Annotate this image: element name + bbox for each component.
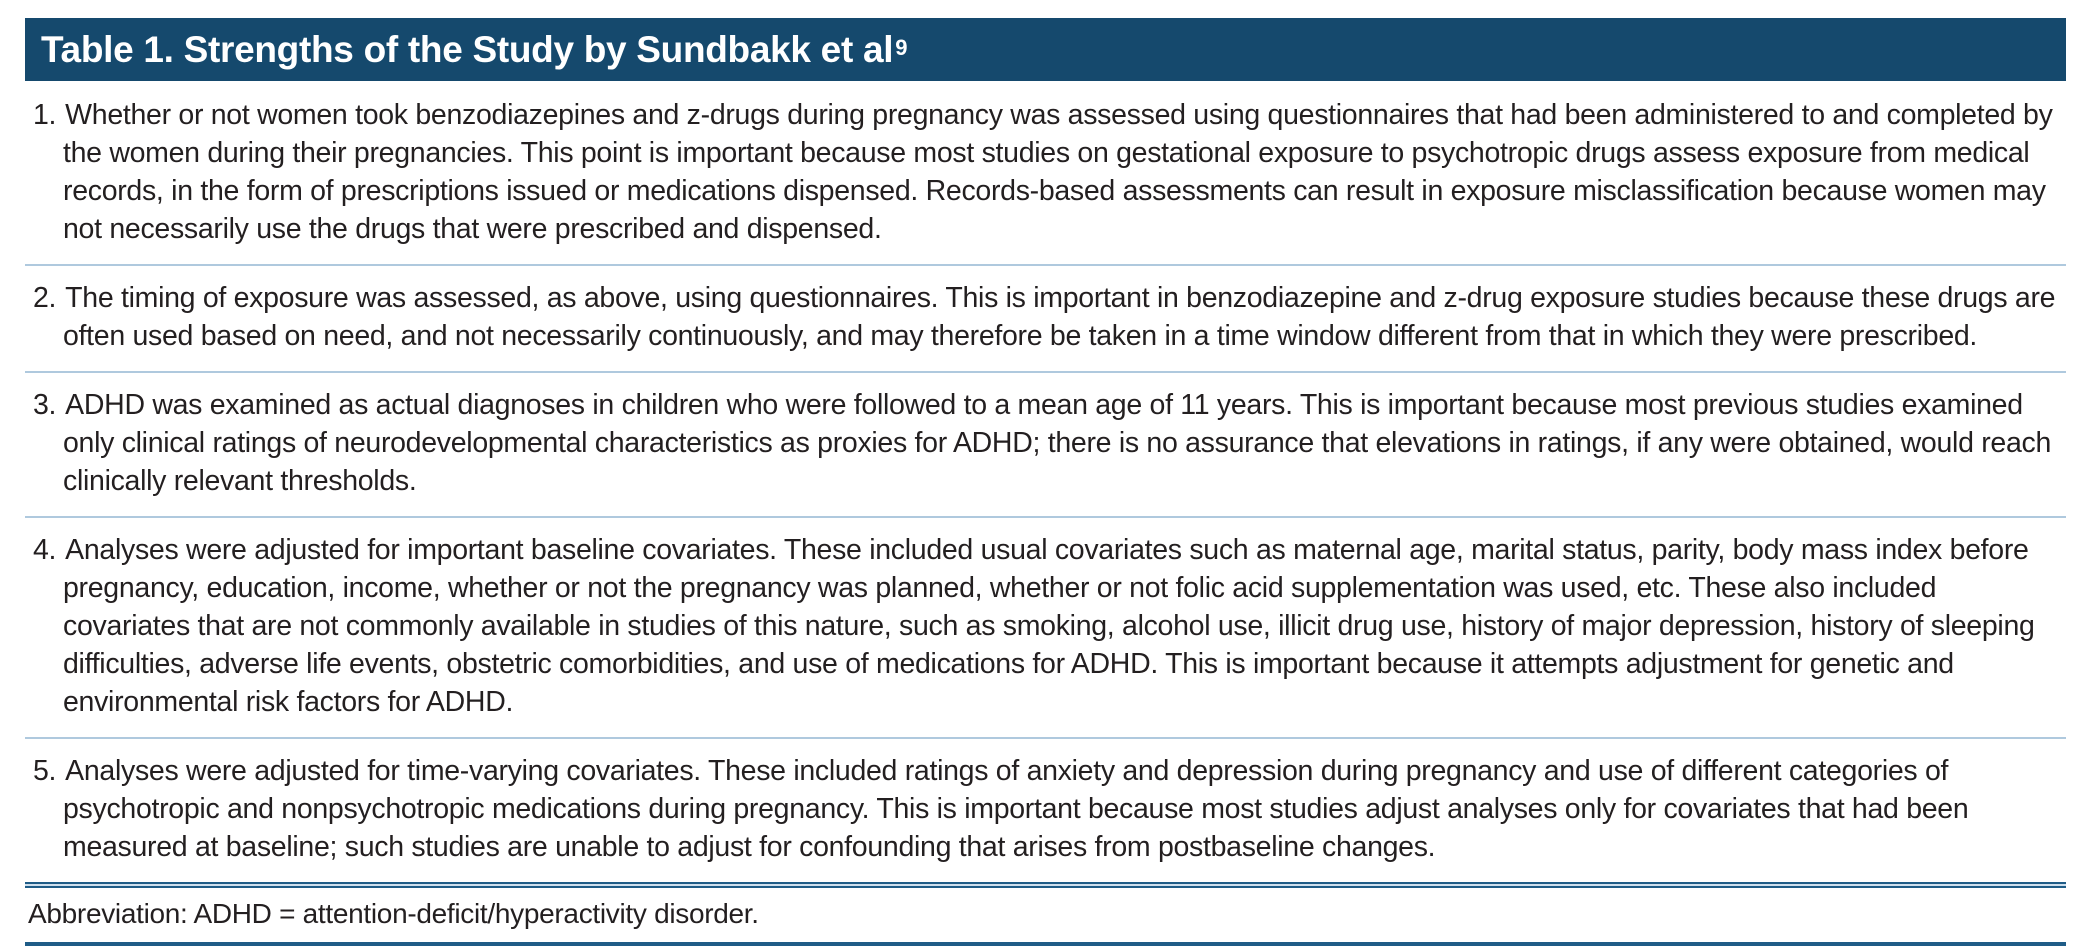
strength-item-1 (25, 83, 2066, 266)
abbreviation-footnote: Abbreviation: ADHD = attention-deficit/hyperactivity disorder. (28, 898, 759, 929)
strength-item-4 (25, 518, 2066, 739)
item-text: ADHD was examined as actual diagnoses in children who were followed to a mean age of 11 years. This is important because most previous studies examined only clinical ratings of neurodevelopmental characteristics as proxies for ADHD; there is no assurance that elevations in ratings, if any were obtained, would reach clinically relevant thresholds. (63, 389, 2052, 497)
table-1-strengths-figure (25, 18, 2066, 946)
item-text: Analyses were adjusted for time-varying covariates. These included ratings of anxiety and depression during pregnancy and use of different categories of psychotropic and nonpsychotropic medications during pregnancy. This is important because most studies adjust analyses only for covariates that had been measured at baseline; such studies are unable to adjust for confounding that arises from postbaseline changes. (63, 755, 1969, 863)
item-number: 3. (33, 389, 57, 421)
item-text: Whether or not women took benzodiazepines and z-drugs during pregnancy was assessed using questionnaires that had been administered to and completed by the women during their pregnancies. This point is important because most studies on gestational exposure to psychotropic drugs assess exposure from medical records, in the form of prescriptions issued or medications dispensed. Records-based assessments can result in exposure misclassification because women may not necessarily use the drugs that were prescribed and dispensed. (63, 99, 2053, 245)
strength-item-3 (25, 373, 2066, 518)
strength-item-5 (25, 739, 2066, 882)
strengths-list (25, 81, 2066, 882)
item-number: 4. (33, 534, 57, 566)
item-number: 2. (33, 282, 57, 314)
table-bottom-rule (25, 942, 2066, 946)
item-text: Analyses were adjusted for important baseline covariates. These included usual covariates such as maternal age, marital status, parity, body mass index before pregnancy, education, income, whether or not the pregnancy was planned, whether or not folic acid supplementation was used, etc. These also included covariates that are not commonly available in studies of this nature, such as smoking, alcohol use, illicit drug use, history of major depression, history of sleeping difficulties, adverse life events, obstetric comorbidities, and use of medications for ADHD. This is important because it attempts adjustment for genetic and environmental risk factors for ADHD. (63, 534, 2035, 718)
item-number: 5. (33, 755, 57, 787)
strength-item-2 (25, 266, 2066, 373)
item-text: The timing of exposure was assessed, as above, using questionnaires. This is important in benzodiazepine and z-drug exposure studies because these drugs are often used based on need, and not necessarily continuously, and may therefore be taken in a time window different from that in which they were prescribed. (63, 282, 2056, 352)
table-title: Table 1. Strengths of the Study by Sundbakk et al (41, 28, 894, 70)
table-title-bar: Table 1. Strengths of the Study by Sundbakk et al $^9$ (25, 18, 2066, 81)
item-number: 1. (33, 99, 57, 131)
